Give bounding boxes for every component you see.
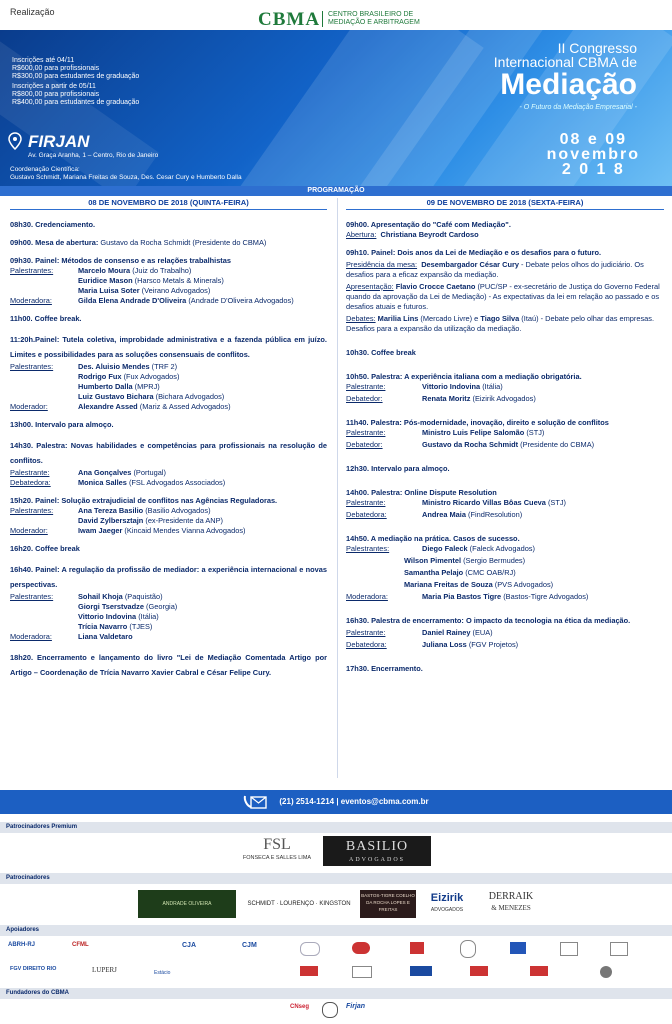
speaker-name: Euridice Mason — [78, 276, 133, 285]
day2-item-tecnologia — [346, 616, 664, 650]
speaker-name: Ministro Ricardo Villas Bôas Cueva — [422, 498, 546, 507]
day1-item-coffee-1: 11h00. Coffee break. — [10, 314, 82, 323]
realizacao-label: Realização — [10, 7, 55, 17]
founders-header: Fundadores do CBMA — [0, 988, 672, 999]
speaker-org: (CMC OAB/RJ) — [463, 568, 516, 577]
moderator-name: Maria Pia Bastos Tigre — [422, 592, 502, 601]
debater-org: (Eizirik Advogados) — [470, 394, 536, 403]
abertura-title: 09h00. Mesa de abertura: — [10, 238, 99, 247]
supporter-logo — [530, 966, 548, 976]
painel1-title: 09h30. Painel: Métodos de consenso e as relações trabalhistas — [10, 256, 231, 265]
speakers-label: Palestrantes: — [10, 362, 54, 371]
event-dates — [547, 132, 640, 177]
presentation-label: Apresentação: — [346, 282, 394, 291]
eizirik-logo — [422, 890, 472, 918]
debates-label: Debates: — [346, 314, 376, 323]
speaker-org: (MPRJ) — [132, 382, 160, 391]
derraik-logo — [482, 890, 540, 918]
speaker-name: Ana Tereza Basilio — [78, 506, 144, 515]
speaker-org: (Georgia) — [144, 602, 178, 611]
fsl-text: FSL — [263, 836, 291, 853]
phone-envelope-icon — [243, 794, 267, 810]
date-line3: 2 0 1 8 — [561, 161, 625, 178]
congress-title-2: Internacional CBMA de — [493, 54, 637, 70]
contact-bar — [0, 790, 672, 814]
cnseg-logo: CNseg — [290, 1004, 310, 1010]
day2-item-lei-mediacao — [346, 248, 664, 334]
fsl-sub: FONSECA E SALLES LIMA — [242, 855, 312, 861]
speakers-label: Palestrantes: — [10, 266, 54, 275]
debater-org: (FindResolution) — [465, 510, 523, 519]
venue-address: Av. Graça Aranha, 1 – Centro, Rio de Janeiro — [28, 152, 159, 159]
debater-name: Andrea Maia — [422, 510, 466, 519]
speaker-org: (STJ) — [545, 498, 567, 507]
supporter-logo — [300, 966, 318, 976]
moderator-name: Gilda Elena Andrade D'Oliveira — [78, 296, 187, 305]
supporters-logo-row — [300, 940, 630, 980]
fsl-logo — [242, 836, 312, 866]
speaker-org: (Veirano Advogados) — [139, 286, 211, 295]
speaker-name: Vittorio Indovina — [422, 382, 481, 391]
supporters-header: Apoiadores — [0, 925, 672, 936]
supporter-logo — [410, 942, 424, 954]
painel3-title: 15h20. Painel: Solução extrajudicial de conflitos nas Agências Reguladoras. — [10, 496, 278, 505]
day1-item-habilidades — [10, 438, 327, 488]
column-divider — [337, 198, 338, 778]
basilio-text: BASILIO — [345, 839, 409, 854]
day2-item-pos-modernidade — [346, 418, 664, 450]
speaker-name: Wilson Pimentel — [404, 556, 462, 565]
moderator-label: Moderador: — [10, 402, 48, 411]
speaker-name: Vittorio Indovina — [78, 612, 137, 621]
moderator-name: Liana Valdetaro — [78, 632, 133, 641]
founder-seal-icon — [322, 1002, 338, 1018]
eizirik-text: Eizirik — [430, 892, 464, 904]
insc1-line1: Inscrições até 04/11 — [12, 57, 75, 64]
debater-label: Debatedora: — [346, 640, 387, 649]
debater-label: Debatedora: — [346, 510, 387, 519]
day1-column — [10, 198, 327, 688]
coord-names: Gustavo Schmidt, Mariana Freitas de Souza, Des. Cesar Cury e Humberto Dalla — [10, 174, 242, 181]
speaker-org: (TJES) — [127, 622, 153, 631]
debater-label: Debatedor: — [346, 394, 383, 403]
palestra-pos-title: 11h40. Palestra: Pós-modernidade, inovação, direito e solução de conflitos — [346, 418, 609, 427]
speaker-name: Mariana Freitas de Souza — [404, 580, 493, 589]
supporter-logo — [352, 942, 370, 954]
speaker-org: (STJ) — [524, 428, 545, 437]
cbma-logo: CBMA — [258, 9, 321, 30]
speaker-org: (ex-Presidente da ANP) — [143, 516, 224, 525]
speaker-org: (Fux Advogados) — [121, 372, 180, 381]
speaker-name: Giorgi Tserstvadze — [78, 602, 144, 611]
speaker-name: Diego Faleck — [422, 544, 468, 553]
day1-item-coffee-2: 16h20. Coffee break — [10, 544, 80, 553]
day1-item-almoco: 13h00. Intervalo para almoço. — [10, 420, 114, 429]
day2-item-encerramento: 17h30. Encerramento. — [346, 664, 423, 673]
debater-label: Debatedor: — [346, 440, 383, 449]
day2-column — [346, 198, 664, 682]
speaker-org: (Bichara Advogados) — [153, 392, 225, 401]
sponsors-header: Patrocinadores — [0, 873, 672, 884]
speaker-name: Maria Luisa Soter — [78, 286, 140, 295]
cbma-sub-2: MEDIAÇÃO E ARBITRAGEM — [328, 19, 420, 26]
casos-title: 14h50. A mediação na prática. Casos de sucesso. — [346, 534, 520, 543]
day2-item-almoco: 12h30. Intervalo para almoço. — [346, 464, 450, 473]
congress-subtitle: - O Futuro da Mediação Empresarial - — [519, 104, 637, 111]
day1-item-credenciamento: 08h30. Credenciamento. — [10, 220, 96, 229]
speaker-name: Rodrigo Fux — [78, 372, 122, 381]
abrh-logo: ABRH-RJ — [8, 942, 35, 948]
moderator-name: Iwam Jaeger — [78, 526, 123, 535]
speaker-name: Ministro Luis Felipe Salomão — [422, 428, 525, 437]
cjm-logo: CJM — [242, 942, 257, 949]
moderator-label: Moderadora: — [10, 296, 52, 305]
supporter-logo — [300, 942, 320, 956]
day1-item-regulacao — [10, 562, 327, 642]
derraik-sub: & MENEZES — [491, 904, 531, 912]
supporter-logo — [470, 966, 488, 976]
speaker-label: Palestrante: — [346, 382, 386, 391]
speaker-org: (Faleck Advogados) — [467, 544, 535, 553]
debater-org: (FSL Advogados Associados) — [126, 478, 226, 487]
fgv-logo: FGV DIREITO RIO — [10, 966, 57, 972]
coord-label: Coordenação Científica: — [10, 166, 80, 173]
derraik-text: DERRAIK — [488, 891, 534, 902]
program-header: PROGRAMAÇÃO — [0, 186, 672, 196]
moderator-org: (Kincaid Mendes Vianna Advogados) — [122, 526, 246, 535]
insc2-line1: Inscrições a partir de 05/11 — [12, 83, 96, 90]
moderator-label: Moderadora: — [10, 632, 52, 641]
estacio-logo: Estácio — [154, 970, 171, 976]
congress-title-1: II Congresso — [557, 40, 637, 56]
day2-item-cafe — [346, 220, 664, 240]
speakers-label: Palestrantes: — [10, 592, 54, 601]
debater-name: Monica Salles — [78, 478, 127, 487]
eizirik-sub: ADVOGADOS — [430, 907, 464, 913]
insc1-line2: R$600,00 para profissionais — [12, 65, 100, 72]
speaker-org: (Basilio Advogados) — [143, 506, 211, 515]
venue-name: FIRJAN — [28, 132, 90, 151]
cbma-sub-1: CENTRO BRASILEIRO DE — [328, 11, 414, 18]
debates-desc: (Itaú) - Debate pelo olhar das empresas. Desafios para a expansão da utilização da mediação. — [346, 314, 654, 333]
presidency-desc: - Debate pelos olhos do judiciário. Os desafios para a eficaz expansão da mediação. — [346, 260, 644, 279]
speakers-label: Palestrantes: — [10, 506, 54, 515]
debates-org-1: (Mercado Livre) e — [418, 314, 481, 323]
speaker-name: Daniel Rainey — [422, 628, 471, 637]
speaker-org: (Itália) — [136, 612, 159, 621]
cafe-title: 09h00. Apresentação do "Café com Mediação". — [346, 220, 511, 229]
day2-header: 09 DE NOVEMBRO DE 2018 (SEXTA-FEIRA) — [346, 198, 664, 210]
moderator-label: Moderador: — [10, 526, 48, 535]
speaker-label: Palestrante: — [346, 628, 386, 637]
day1-item-encerramento: 18h20. Encerramento e lançamento do livro "Lei de Mediação Comentada Artigo por Artigo – Coordenação de Trícia Navarro Xavier Cabral e César Felipe Cury. — [10, 653, 327, 677]
presidency-label: Presidência da mesa: — [346, 260, 418, 269]
speaker-label: Palestrante: — [346, 498, 386, 507]
speakers-label: Palestrantes: — [346, 544, 390, 553]
speaker-name: Ana Gonçalves — [78, 468, 132, 477]
speaker-name: Des. Aluisio Mendes — [78, 362, 150, 371]
registration-late — [12, 83, 139, 107]
painel2-title: 11:20h.Painel: Tutela coletiva, improbidade administrativa e a fazenda pública em juízo. Limites e possibilidades para as soluções consensuais de conflitos. — [10, 335, 327, 359]
scientific-coordination — [10, 166, 242, 182]
andrade-oliveira-logo: ANDRADE OLIVEIRA — [138, 890, 236, 918]
day1-header: 08 DE NOVEMBRO DE 2018 (QUINTA-FEIRA) — [10, 198, 327, 210]
painel-lei-title: 09h10. Painel: Dois anos da Lei de Mediação e os desafios para o futuro. — [346, 248, 602, 257]
speaker-org: (Itália) — [480, 382, 503, 391]
moderator-org: (Andrade D'Oliveira Advogados) — [186, 296, 294, 305]
speaker-name: Sohail Khoja — [78, 592, 123, 601]
speaker-org: (Harsco Metals & Minerals) — [132, 276, 224, 285]
speaker-label: Palestrante: — [10, 468, 50, 477]
premium-sponsors-header: Patrocinadores Premium — [0, 822, 672, 833]
basilio-logo — [323, 836, 431, 866]
date-line1: 08 e 09 — [559, 131, 628, 148]
insc2-line3: R$400,00 para estudantes de graduação — [12, 99, 140, 106]
moderator-org: (Mariz & Assed Advogados) — [137, 402, 231, 411]
day1-item-painel-trabalhistas — [10, 256, 327, 306]
opening-name: Christiana Beyrodt Cardoso — [380, 230, 479, 239]
day2-item-coffee: 10h30. Coffee break — [346, 348, 416, 357]
abertura-name: Gustavo da Rocha Schmidt (Presidente do CBMA) — [98, 238, 267, 247]
debates-name-2: Tiago Silva — [480, 314, 520, 323]
schmidt-lourenco-logo: SCHMIDT · LOURENÇO · KINGSTON — [247, 901, 351, 907]
moderator-org: (Bastos-Tigre Advogados) — [501, 592, 589, 601]
presidency-name: Desembargador César Cury — [421, 260, 519, 269]
supporter-logo — [610, 942, 628, 956]
speaker-org: (EUA) — [470, 628, 493, 637]
painel4-title: 16h40. Painel: A regulação da profissão de mediador: a experiência internacional e novas perspectivas. — [10, 565, 327, 589]
day2-item-italiana — [346, 372, 664, 404]
opening-label: Abertura: — [346, 230, 377, 239]
date-line2: novembro — [546, 146, 640, 163]
presentation-desc: (PUC/SP - ex-secretário de Justiça do Governo Federal quando da aprovação da Lei de Mediação) - As expectativas da lei em relação ao passado e os desafios atuais e futuros. — [346, 282, 660, 311]
debater-label: Debatedora: — [10, 478, 51, 487]
supporter-logo — [460, 940, 476, 958]
speaker-name: Luiz Gustavo Bichara — [78, 392, 154, 401]
debater-org: (Presidente do CBMA) — [518, 440, 595, 449]
firjan-founder-logo: Firjan — [346, 1003, 366, 1010]
insc2-line2: R$800,00 para profissionais — [12, 91, 100, 98]
cfml-logo: CFML — [72, 942, 89, 948]
cbma-logo-subtitle — [322, 11, 420, 27]
speaker-label: Palestrante: — [346, 428, 386, 437]
day1-item-agencias — [10, 496, 327, 536]
day1-item-tutela — [10, 332, 327, 412]
day2-item-casos — [346, 534, 664, 602]
cja-logo: CJA — [182, 942, 197, 949]
speaker-name: Trícia Navarro — [78, 622, 128, 631]
presentation-name: Flavio Crocce Caetano — [395, 282, 476, 291]
bastos-tigre-logo: BASTOS-TIGRE COELHO DA ROCHA LOPES E FREITAS — [360, 890, 416, 918]
speaker-name: Humberto Dalla — [78, 382, 133, 391]
day2-item-odr — [346, 488, 664, 520]
debater-org: (FGV Projetos) — [466, 640, 519, 649]
supporter-logo — [510, 942, 526, 954]
luperj-logo: LUPERJ — [92, 966, 117, 974]
speaker-name: David Zylbersztajn — [78, 516, 144, 525]
debates-name-1: Marilia Lins — [377, 314, 419, 323]
speaker-org: (Juiz do Trabalho) — [130, 266, 192, 275]
basilio-sub: ADVOGADOS — [348, 857, 405, 863]
speaker-org: (Paquistão) — [122, 592, 163, 601]
supporter-logo — [352, 966, 372, 978]
contact-info: (21) 2514-1214 | eventos@cbma.com.br — [279, 797, 429, 806]
supporter-logo — [410, 966, 432, 976]
speaker-org: (PVS Advogados) — [492, 580, 554, 589]
supporter-logo — [600, 966, 612, 978]
supporter-logo — [560, 942, 578, 956]
debater-name: Renata Moritz — [422, 394, 471, 403]
day1-item-abertura — [10, 238, 327, 248]
speaker-org: (Sergio Bermudes) — [461, 556, 526, 565]
palestra1-title: 14h30. Palestra: Novas habilidades e competências para profissionais na resolução de conflitos. — [10, 441, 327, 465]
palestra-tecnologia-title: 16h30. Palestra de encerramento: O impacto da tecnologia na ética da mediação. — [346, 616, 631, 625]
moderator-name: Alexandre Assed — [78, 402, 138, 411]
debater-name: Juliana Loss — [422, 640, 467, 649]
insc1-line3: R$300,00 para estudantes de graduação — [12, 73, 140, 80]
palestra-odr-title: 14h00. Palestra: Online Dispute Resolution — [346, 488, 497, 497]
speaker-org: (Portugal) — [131, 468, 166, 477]
speaker-name: Marcelo Moura — [78, 266, 131, 275]
debater-name: Gustavo da Rocha Schmidt — [422, 440, 519, 449]
speaker-name: Samantha Pelajo — [404, 568, 464, 577]
congress-title-3: Mediação — [500, 68, 637, 101]
location-pin-icon — [8, 132, 22, 150]
moderator-label: Moderadora: — [346, 592, 388, 601]
palestra-italiana-title: 10h50. Palestra: A experiência italiana com a mediação obrigatória. — [346, 372, 582, 381]
registration-early — [12, 57, 139, 81]
speaker-org: (TRF 2) — [149, 362, 178, 371]
